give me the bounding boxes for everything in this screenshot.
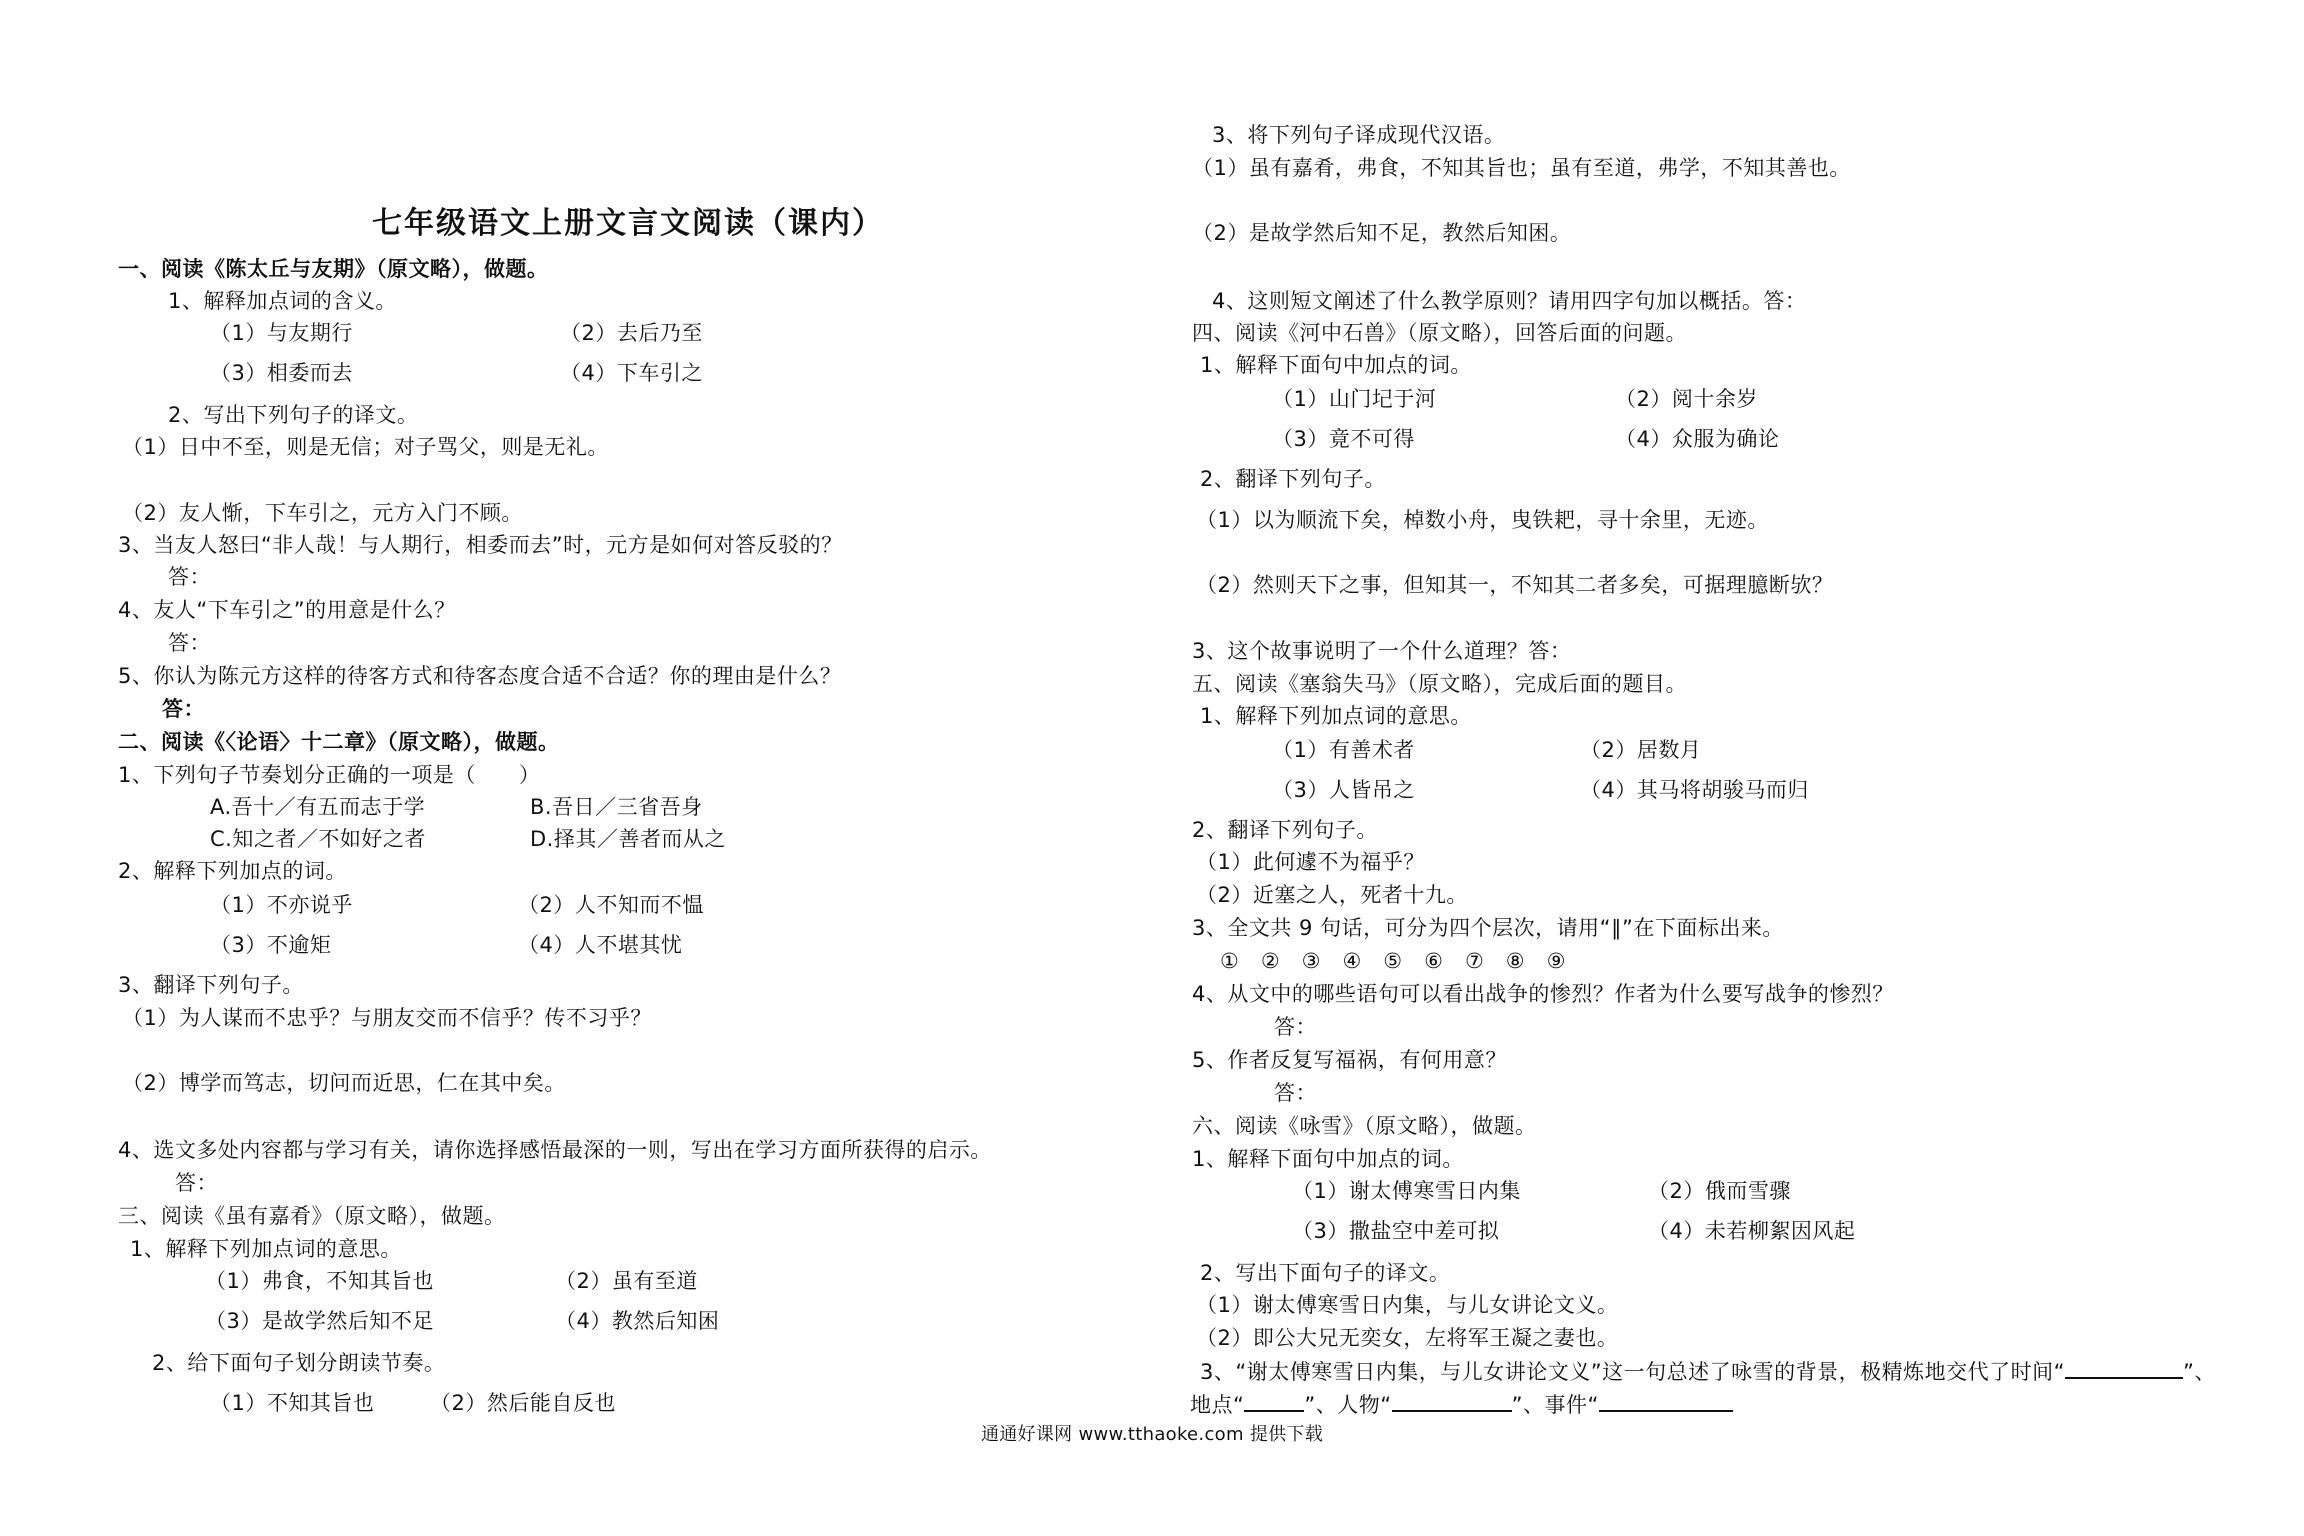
answer-label: 答： — [1274, 1015, 1317, 1039]
option-line: （1）谢太傅寒雪日内集 — [1292, 1179, 1521, 1203]
question-line: 5、作者反复写福祸，有何用意？ — [1192, 1048, 1507, 1072]
question-line — [1200, 1357, 2216, 1385]
place-blank — [1244, 1390, 1304, 1412]
option-line: （3）是故学然后知不足 — [205, 1309, 434, 1333]
answer-label: 答： — [175, 1171, 218, 1195]
question-line: （1）为人谋而不忠乎？与朋友交而不信乎？传不习乎？ — [122, 1006, 652, 1030]
question-line: （2）近塞之人，死者十九。 — [1196, 883, 1468, 907]
option-line: C.知之者／不如好之者 — [210, 827, 426, 851]
option-line: （2）俄而雪骤 — [1648, 1179, 1791, 1203]
option-line: （2）居数月 — [1580, 738, 1702, 762]
question-line: 1、解释下列加点词的意思。 — [130, 1237, 402, 1261]
option-line: （1）有善术者 — [1272, 738, 1415, 762]
question-line: 3、这个故事说明了一个什么道理？答： — [1192, 639, 1572, 663]
option-line: A.吾十／有五而志于学 — [210, 795, 426, 819]
section-3-heading: 三、阅读《虽有嘉肴》（原文略），做题。 — [118, 1204, 506, 1228]
section-2-heading: 二、阅读《〈论语〉十二章》（原文略），做题。 — [118, 730, 560, 754]
option-line: （3）竟不可得 — [1272, 427, 1415, 451]
question-line: 1、解释下列加点词的意思。 — [1200, 704, 1472, 728]
question-line: （2）即公大兄无奕女，左将军王凝之妻也。 — [1196, 1326, 1619, 1350]
option-line: （4）下车引之 — [560, 361, 703, 385]
option-line: （4）众服为确论 — [1615, 427, 1780, 451]
question-line: （1）以为顺流下矣，棹数小舟，曳铁耙，寻十余里，无迹。 — [1196, 508, 1769, 532]
option-line: （2）然后能自反也 — [430, 1391, 616, 1415]
question-line: 2、解释下列加点的词。 — [118, 859, 347, 883]
answer-label: 答： — [168, 631, 211, 655]
question-line: 4、友人“下车引之”的用意是什么？ — [118, 598, 456, 622]
option-line: （1）弗食，不知其旨也 — [205, 1269, 434, 1293]
option-line: （4）其马将胡骏马而归 — [1580, 778, 1809, 802]
option-line: （1）与友期行 — [210, 321, 353, 345]
question-text: ”、人物“ — [1304, 1393, 1392, 1417]
question-line: 4、从文中的哪些语句可以看出战争的惨烈？作者为什么要写战争的惨烈？ — [1192, 982, 1894, 1006]
option-line: （3）相委而去 — [210, 361, 353, 385]
option-line: （4）教然后知困 — [555, 1309, 720, 1333]
question-line: 1、下列句子节奏划分正确的一项是（ ） — [118, 763, 541, 787]
answer-label: 答： — [162, 697, 205, 721]
question-line: 3、翻译下列句子。 — [118, 973, 304, 997]
section-6-heading: 六、阅读《咏雪》（原文略），做题。 — [1192, 1114, 1537, 1138]
time-blank — [2065, 1357, 2183, 1379]
section-5-heading: 五、阅读《塞翁失马》（原文略），完成后面的题目。 — [1192, 672, 1687, 696]
question-line: （2）友人惭，下车引之，元方入门不顾。 — [122, 501, 523, 525]
section-4-heading: 四、阅读《河中石兽》（原文略），回答后面的问题。 — [1192, 321, 1687, 345]
question-text: 地点“ — [1190, 1393, 1245, 1417]
option-line: （1）不知其旨也 — [210, 1391, 375, 1415]
question-line: （2）博学而笃志，切问而近思，仁在其中矣。 — [122, 1071, 566, 1095]
page-footer: 通通好课网 www.tthaoke.com 提供下载 — [980, 1424, 1324, 1445]
question-line: （1）此何遽不为福乎？ — [1196, 850, 1425, 874]
question-line: 3、全文共 9 句话，可分为四个层次，请用“∥”在下面标出来。 — [1192, 916, 1784, 940]
option-line: B.吾日／三省吾身 — [530, 795, 703, 819]
question-line: 1、解释加点词的含义。 — [168, 289, 397, 313]
person-blank — [1392, 1390, 1512, 1412]
question-line: 2、翻译下列句子。 — [1200, 467, 1386, 491]
question-text-end: ”、 — [2183, 1360, 2216, 1384]
question-line — [1190, 1390, 1733, 1418]
question-line: （2）然则天下之事，但知其一，不知其二者多矣，可据理臆断欤？ — [1196, 573, 1834, 597]
page-title: 七年级语文上册文言文阅读（课内） — [372, 206, 884, 241]
option-line: （2）虽有至道 — [555, 1269, 698, 1293]
question-line: 4、这则短文阐述了什么教学原则？请用四字句加以概括。答： — [1212, 289, 1807, 313]
question-line: （1）虽有嘉肴，弗食，不知其旨也；虽有至道，弗学，不知其善也。 — [1192, 156, 1851, 180]
question-line: （1）谢太傅寒雪日内集，与儿女讲论文义。 — [1196, 1293, 1619, 1317]
option-line: （2）阅十余岁 — [1615, 387, 1758, 411]
answer-label: 答： — [1274, 1081, 1317, 1105]
option-line: （3）撒盐空中差可拟 — [1292, 1219, 1500, 1243]
option-line: （1）不亦说乎 — [210, 893, 353, 917]
question-line: 2、给下面句子划分朗读节奏。 — [152, 1351, 446, 1375]
option-line: （3）不逾矩 — [210, 933, 332, 957]
option-line: （4）未若柳絮因风起 — [1648, 1219, 1856, 1243]
question-line: 3、将下列句子译成现代汉语。 — [1212, 123, 1506, 147]
option-line: D.择其／善者而从之 — [530, 827, 726, 851]
layer-numbers: ① ② ③ ④ ⑤ ⑥ ⑦ ⑧ ⑨ — [1220, 949, 1566, 973]
question-line: 4、选文多处内容都与学习有关，请你选择感悟最深的一则，写出在学习方面所获得的启示。 — [118, 1138, 992, 1162]
question-line: 1、解释下面句中加点的词。 — [1192, 1147, 1464, 1171]
question-text: ”、事件“ — [1511, 1393, 1599, 1417]
question-line: （1）日中不至，则是无信；对子骂父，则是无礼。 — [122, 435, 609, 459]
option-line: （4）人不堪其忧 — [518, 933, 683, 957]
question-text: 3、“谢太傅寒雪日内集，与儿女讲论文义”这一句总述了咏雪的背景，极精炼地交代了时间“ — [1200, 1360, 2065, 1384]
option-line: （2）去后乃至 — [560, 321, 703, 345]
answer-label: 答： — [168, 565, 211, 589]
question-line: 5、你认为陈元方这样的待客方式和待客态度合适不合适？你的理由是什么？ — [118, 664, 842, 688]
question-line: 2、写出下列句子的译文。 — [168, 403, 419, 427]
question-line: （2）是故学然后知不足，教然后知困。 — [1192, 221, 1572, 245]
option-line: （3）人皆吊之 — [1272, 778, 1415, 802]
question-line: 3、当友人怒曰“非人哉！与人期行，相委而去”时，元方是如何对答反驳的？ — [118, 533, 843, 557]
question-line: 1、解释下面句中加点的词。 — [1200, 353, 1472, 377]
option-line: （1）山门圮于河 — [1272, 387, 1437, 411]
question-line: 2、写出下面句子的译文。 — [1200, 1261, 1451, 1285]
section-1-heading: 一、阅读《陈太丘与友期》（原文略），做题。 — [118, 257, 549, 281]
question-line: 2、翻译下列句子。 — [1192, 818, 1378, 842]
option-line: （2）人不知而不愠 — [518, 893, 704, 917]
event-blank — [1599, 1390, 1733, 1412]
